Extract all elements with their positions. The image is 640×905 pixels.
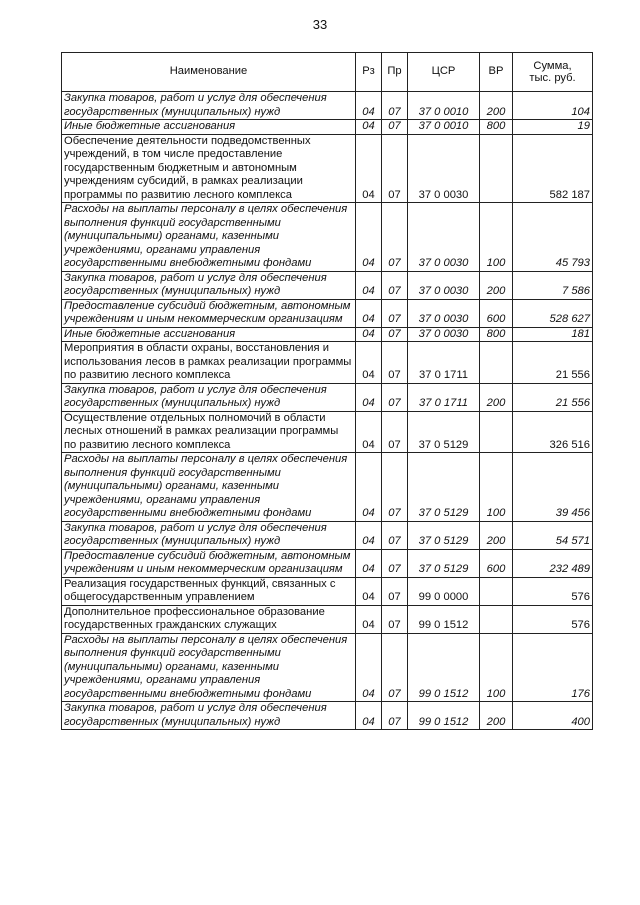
cell-sum: 232 489 (513, 549, 593, 577)
cell-pr: 07 (382, 203, 408, 272)
cell-name: Закупка товаров, работ и услуг для обеспечения государственных (муниципальных) нужд (62, 521, 356, 549)
cell-csr: 37 0 5129 (408, 521, 480, 549)
cell-pr: 07 (382, 453, 408, 522)
cell-sum: 576 (513, 605, 593, 633)
cell-vr: 200 (480, 702, 513, 730)
cell-name: Закупка товаров, работ и услуг для обеспечения государственных (муниципальных) нужд (62, 702, 356, 730)
cell-name: Мероприятия в области охраны, восстановления и использования лесов в рамках реализации программы по развитию лесного комплекса (62, 342, 356, 384)
cell-rz: 04 (356, 342, 382, 384)
cell-pr: 07 (382, 327, 408, 342)
cell-csr: 37 0 1711 (408, 342, 480, 384)
page-number: 33 (312, 17, 328, 32)
cell-rz: 04 (356, 549, 382, 577)
cell-name: Предоставление субсидий бюджетным, автономным учреждениям и иным некоммерческим организациям (62, 549, 356, 577)
cell-name: Реализация государственных функций, связанных с общегосударственным управлением (62, 577, 356, 605)
cell-pr: 07 (382, 577, 408, 605)
cell-pr: 07 (382, 271, 408, 299)
cell-pr: 07 (382, 702, 408, 730)
table-row (62, 383, 593, 411)
cell-rz: 04 (356, 453, 382, 522)
cell-name: Иные бюджетные ассигнования (62, 120, 356, 135)
cell-sum: 39 456 (513, 453, 593, 522)
cell-pr: 07 (382, 134, 408, 203)
table-row (62, 299, 593, 327)
cell-vr (480, 134, 513, 203)
header-csr: ЦСР (408, 53, 480, 92)
cell-name: Дополнительное профессиональное образование государственных гражданских служащих (62, 605, 356, 633)
cell-name: Осуществление отдельных полномочий в области лесных отношений в рамках реализации программы по развитию лесного комплекса (62, 411, 356, 453)
cell-sum: 21 556 (513, 383, 593, 411)
cell-csr: 37 0 0030 (408, 327, 480, 342)
header-rz: Рз (356, 53, 382, 92)
cell-vr: 100 (480, 633, 513, 702)
cell-sum: 54 571 (513, 521, 593, 549)
cell-pr: 07 (382, 633, 408, 702)
cell-vr: 200 (480, 383, 513, 411)
cell-rz: 04 (356, 605, 382, 633)
table-header-row (62, 53, 593, 92)
cell-sum: 326 516 (513, 411, 593, 453)
table-row (62, 134, 593, 203)
table-row (62, 633, 593, 702)
cell-rz: 04 (356, 271, 382, 299)
cell-pr: 07 (382, 92, 408, 120)
cell-name: Иные бюджетные ассигнования (62, 327, 356, 342)
cell-csr: 99 0 1512 (408, 702, 480, 730)
cell-vr: 800 (480, 327, 513, 342)
cell-csr: 37 0 0010 (408, 120, 480, 135)
header-vr: ВР (480, 53, 513, 92)
cell-csr: 37 0 0030 (408, 134, 480, 203)
cell-name: Закупка товаров, работ и услуг для обеспечения государственных (муниципальных) нужд (62, 383, 356, 411)
cell-pr: 07 (382, 342, 408, 384)
table-row (62, 327, 593, 342)
table-row (62, 702, 593, 730)
cell-vr: 600 (480, 549, 513, 577)
cell-csr: 37 0 1711 (408, 383, 480, 411)
cell-sum: 181 (513, 327, 593, 342)
cell-sum: 7 586 (513, 271, 593, 299)
cell-sum: 176 (513, 633, 593, 702)
cell-vr: 200 (480, 271, 513, 299)
budget-table (61, 52, 593, 730)
cell-name: Закупка товаров, работ и услуг для обеспечения государственных (муниципальных) нужд (62, 271, 356, 299)
cell-pr: 07 (382, 411, 408, 453)
table-row (62, 549, 593, 577)
cell-name: Расходы на выплаты персоналу в целях обеспечения выполнения функций государственными (муниципальными) органами, казенными учреждениями, органами управления государственными внебюджетными фондами (62, 453, 356, 522)
header-sum-line2: тыс. руб. (529, 72, 576, 84)
cell-name: Предоставление субсидий бюджетным, автономным учреждениям и иным некоммерческим организациям (62, 299, 356, 327)
table-row (62, 411, 593, 453)
cell-vr: 800 (480, 120, 513, 135)
header-sum-line1: Сумма, (533, 60, 572, 72)
cell-sum: 582 187 (513, 134, 593, 203)
cell-csr: 37 0 5129 (408, 549, 480, 577)
cell-sum: 400 (513, 702, 593, 730)
table-row (62, 203, 593, 272)
header-pr: Пр (382, 53, 408, 92)
cell-rz: 04 (356, 702, 382, 730)
cell-csr: 37 0 0030 (408, 271, 480, 299)
cell-name: Закупка товаров, работ и услуг для обеспечения государственных (муниципальных) нужд (62, 92, 356, 120)
cell-pr: 07 (382, 120, 408, 135)
table-row (62, 342, 593, 384)
cell-rz: 04 (356, 327, 382, 342)
cell-name: Расходы на выплаты персоналу в целях обеспечения выполнения функций государственными (муниципальными) органами, казенными учреждениями, органами управления государственными внебюджетными фондами (62, 203, 356, 272)
cell-name: Обеспечение деятельности подведомственных учреждений, в том числе предоставление государственным бюджетным и автономным учреждениям субсидий, в рамках реализации программы по развитию лесного комплекса (62, 134, 356, 203)
cell-pr: 07 (382, 383, 408, 411)
table-row (62, 521, 593, 549)
cell-vr (480, 342, 513, 384)
cell-vr: 600 (480, 299, 513, 327)
header-name: Наименование (62, 53, 356, 92)
cell-sum: 576 (513, 577, 593, 605)
cell-sum: 19 (513, 120, 593, 135)
cell-vr: 100 (480, 453, 513, 522)
cell-csr: 37 0 0030 (408, 299, 480, 327)
cell-csr: 99 0 1512 (408, 633, 480, 702)
cell-name: Расходы на выплаты персоналу в целях обеспечения выполнения функций государственными (муниципальными) органами, казенными учреждениями, органами управления государственными внебюджетными фондами (62, 633, 356, 702)
cell-vr: 100 (480, 203, 513, 272)
cell-rz: 04 (356, 383, 382, 411)
cell-rz: 04 (356, 203, 382, 272)
cell-rz: 04 (356, 134, 382, 203)
header-sum (513, 53, 593, 92)
cell-rz: 04 (356, 577, 382, 605)
cell-rz: 04 (356, 120, 382, 135)
cell-rz: 04 (356, 92, 382, 120)
cell-pr: 07 (382, 521, 408, 549)
cell-pr: 07 (382, 605, 408, 633)
cell-csr: 37 0 0010 (408, 92, 480, 120)
table-row (62, 271, 593, 299)
cell-vr: 200 (480, 521, 513, 549)
cell-vr (480, 577, 513, 605)
cell-vr: 200 (480, 92, 513, 120)
cell-pr: 07 (382, 299, 408, 327)
table-row (62, 577, 593, 605)
cell-csr: 37 0 5129 (408, 453, 480, 522)
cell-csr: 37 0 5129 (408, 411, 480, 453)
cell-csr: 37 0 0030 (408, 203, 480, 272)
cell-vr (480, 411, 513, 453)
cell-sum: 104 (513, 92, 593, 120)
cell-rz: 04 (356, 299, 382, 327)
cell-sum: 21 556 (513, 342, 593, 384)
cell-pr: 07 (382, 549, 408, 577)
cell-rz: 04 (356, 633, 382, 702)
cell-sum: 528 627 (513, 299, 593, 327)
cell-csr: 99 0 1512 (408, 605, 480, 633)
cell-rz: 04 (356, 411, 382, 453)
cell-sum: 45 793 (513, 203, 593, 272)
table-row (62, 605, 593, 633)
cell-rz: 04 (356, 521, 382, 549)
cell-vr (480, 605, 513, 633)
table-row (62, 120, 593, 135)
cell-csr: 99 0 0000 (408, 577, 480, 605)
table-row (62, 92, 593, 120)
table-row (62, 453, 593, 522)
